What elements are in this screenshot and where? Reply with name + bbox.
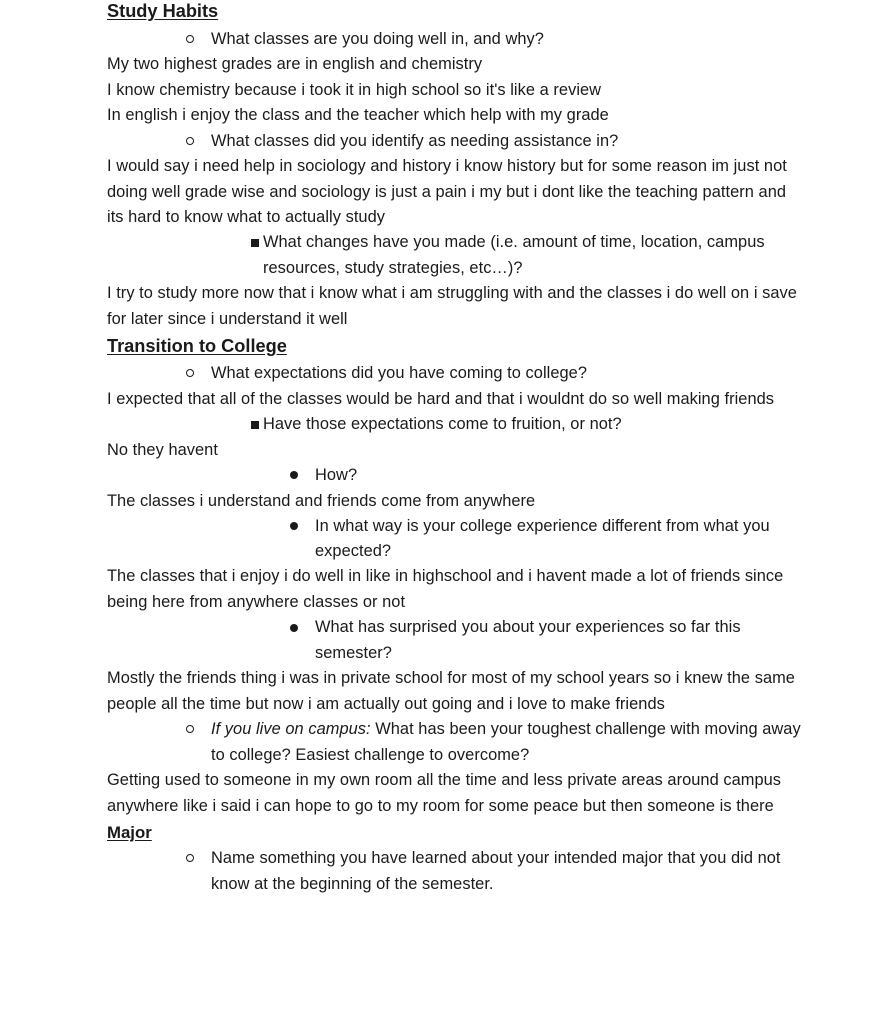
hollow-bullet-icon: [186, 369, 194, 377]
answer-line: being here from anywhere classes or not: [107, 593, 406, 611]
question-expectations-fruition: Have those expectations come to fruition, or not?: [263, 415, 622, 433]
answer-line: people all the time but now i am actually out going and i love to make friends: [107, 695, 665, 713]
question-major-learned: Name something you have learned about your intended major that you did not: [211, 849, 781, 867]
answer-line: I try to study more now that i know what i am struggling with and the classes i do well on i save: [107, 284, 797, 302]
answer-line: I would say i need help in sociology and history i know history but for some reason im just not: [107, 157, 787, 175]
answer-line: No they havent: [107, 441, 218, 459]
answer-line: Getting used to someone in my own room all the time and less private areas around campus: [107, 771, 782, 789]
heading-transition-to-college: Transition to College: [107, 336, 287, 356]
square-bullet-icon: [251, 421, 259, 429]
question-live-on-campus-italic: If you live on campus:: [211, 720, 371, 738]
answer-line: Mostly the friends thing i was in private school for most of my school years so i knew the same: [107, 669, 795, 687]
question-major-learned-cont: know at the beginning of the semester.: [211, 875, 494, 893]
question-expectations: What expectations did you have coming to college?: [211, 364, 588, 382]
answer-line: The classes that i enjoy i do well in like in highschool and i havent made a lot of friends since: [107, 567, 784, 585]
answer-line: its hard to know what to actually study: [107, 208, 385, 226]
answer-line: My two highest grades are in english and chemistry: [107, 55, 483, 73]
hollow-bullet-icon: [186, 137, 194, 145]
filled-bullet-icon: [290, 471, 298, 479]
answer-line: I expected that all of the classes would be hard and that i wouldnt do so well making friends: [107, 390, 775, 408]
question-experience-different: In what way is your college experience different from what you: [315, 517, 770, 535]
square-bullet-icon: [251, 239, 259, 247]
question-surprised: What has surprised you about your experiences so far this: [315, 618, 741, 636]
hollow-bullet-icon: [186, 35, 194, 43]
question-how: How?: [315, 466, 358, 484]
question-changes-made: What changes have you made (i.e. amount of time, location, campus: [263, 233, 765, 251]
question-changes-made-cont: resources, study strategies, etc…)?: [263, 259, 523, 277]
hollow-bullet-icon: [186, 854, 194, 862]
question-live-on-campus: [211, 719, 801, 739]
answer-line: In english i enjoy the class and the teacher which help with my grade: [107, 106, 609, 124]
question-live-on-campus-cont: to college? Easiest challenge to overcome?: [211, 746, 530, 764]
question-classes-needing-assistance: What classes did you identify as needing assistance in?: [211, 132, 619, 150]
answer-line: I know chemistry because i took it in high school so it's like a review: [107, 81, 602, 99]
filled-bullet-icon: [290, 624, 298, 632]
answer-line: anywhere like i said i can hope to go to my room for some peace but then someone is there: [107, 797, 774, 815]
question-live-on-campus-rest: What has been your toughest challenge with moving away: [370, 720, 801, 738]
answer-line: The classes i understand and friends come from anywhere: [107, 492, 536, 510]
question-surprised-cont: semester?: [315, 644, 392, 662]
hollow-bullet-icon: [186, 725, 194, 733]
filled-bullet-icon: [290, 522, 298, 530]
answer-line: doing well grade wise and sociology is just a pain i my but i dont like the teaching pattern and: [107, 183, 787, 201]
answer-line: for later since i understand it well: [107, 310, 348, 328]
heading-study-habits: Study Habits: [107, 1, 219, 21]
question-experience-different-cont: expected?: [315, 542, 392, 560]
heading-major: Major: [107, 823, 152, 842]
question-classes-doing-well: What classes are you doing well in, and why?: [211, 30, 544, 48]
